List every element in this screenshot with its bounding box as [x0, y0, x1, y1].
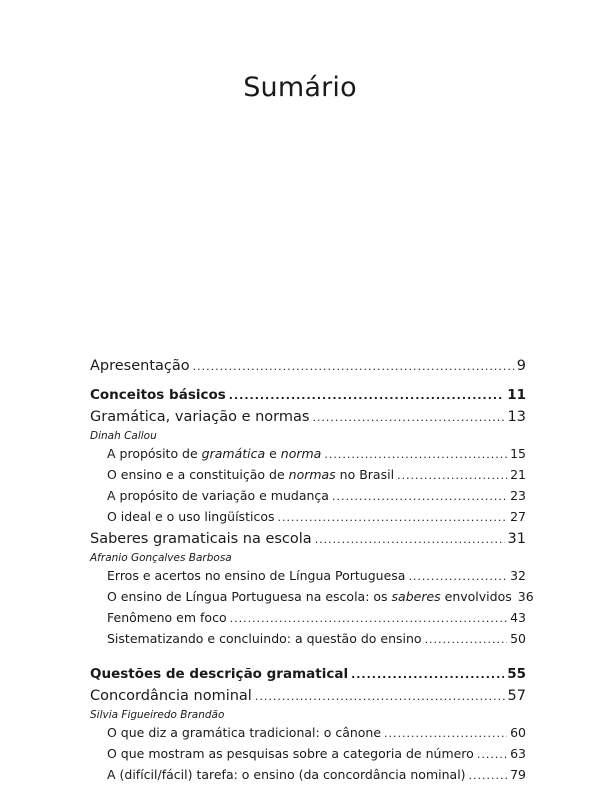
dot-leader — [425, 630, 508, 650]
toc-page-number: 13 — [507, 409, 526, 425]
toc-entry-section[interactable] — [90, 664, 526, 685]
toc-entry-title — [107, 465, 394, 485]
toc-entry-sub[interactable] — [90, 744, 526, 765]
toc-page-number: 36 — [517, 589, 534, 604]
dot-leader — [324, 445, 507, 465]
toc-entry-title: Gramática, variação e normas — [90, 409, 310, 425]
toc-title-text: O ensino e a constituição de — [107, 467, 289, 482]
toc-entry-sub[interactable] — [90, 587, 534, 608]
toc-page-number: 15 — [510, 446, 526, 461]
toc-page-number: 57 — [507, 688, 526, 704]
toc-author: Silvia Figueiredo Brandão — [90, 709, 225, 721]
toc-entry-title: Apresentação — [90, 358, 190, 374]
toc-title-italic: gramática — [201, 446, 266, 461]
toc-title-text: A propósito de — [107, 446, 202, 461]
toc-spacer — [90, 377, 526, 385]
toc-entry-title: O que diz a gramática tradicional: o cânone — [107, 725, 382, 740]
toc-page-number: 21 — [510, 467, 526, 482]
dot-leader — [397, 466, 507, 486]
dot-leader — [312, 408, 504, 428]
toc-page-number: 32 — [510, 568, 526, 583]
toc-page-number: 55 — [507, 666, 526, 682]
toc-entry-sub[interactable] — [90, 765, 526, 786]
toc-entry-title: Conceitos básicos — [90, 387, 226, 403]
toc-entry-main[interactable] — [90, 407, 526, 428]
toc-entry-sub[interactable] — [90, 608, 526, 629]
toc-entry-title: Concordância nominal — [90, 688, 252, 704]
toc-entry-title: Saberes gramaticais na escola — [90, 531, 312, 547]
toc-entry-main[interactable] — [90, 529, 526, 550]
toc-title-text: no Brasil — [335, 467, 395, 482]
toc-entry-title: O ideal e o uso lingüísticos — [107, 509, 275, 524]
toc-page-number: 31 — [507, 531, 526, 547]
dot-leader — [477, 745, 507, 765]
toc-page-number: 11 — [507, 387, 526, 403]
toc-title-text: envolvidos — [440, 589, 512, 604]
toc-author: Afranio Gonçalves Barbosa — [90, 552, 232, 564]
toc-title-italic: normas — [288, 467, 336, 482]
page-title: Sumário — [243, 72, 357, 103]
toc-title-italic: saberes — [391, 589, 441, 604]
toc-entry-sub[interactable] — [90, 444, 526, 465]
table-of-contents — [90, 355, 534, 786]
toc-entry-section[interactable] — [90, 385, 526, 406]
toc-page-number: 79 — [510, 767, 526, 782]
toc-page-number: 63 — [510, 746, 526, 761]
toc-title-italic: norma — [280, 446, 322, 461]
toc-page-number: 50 — [510, 631, 526, 646]
toc-entry-main[interactable] — [90, 686, 526, 707]
toc-entry-title — [107, 587, 512, 607]
toc-entry-sub[interactable] — [90, 566, 526, 587]
toc-entry-title: Fenômeno em foco — [107, 610, 227, 625]
dot-leader — [277, 508, 507, 528]
toc-page-number: 60 — [510, 725, 526, 740]
toc-entry-sub[interactable] — [90, 507, 526, 528]
toc-entry-title — [107, 444, 321, 464]
toc-entry-sub[interactable] — [90, 465, 526, 486]
toc-entry-title: Sistematizando e concluindo: a questão do ensino — [107, 631, 422, 646]
toc-entry-sub[interactable] — [90, 629, 526, 650]
dot-leader — [469, 766, 508, 786]
toc-page-number: 43 — [510, 610, 526, 625]
toc-title-text: O ensino de Língua Portuguesa na escola: os — [107, 589, 392, 604]
toc-title-text: e — [265, 446, 281, 461]
toc-entry-title: Questões de descrição gramatical — [90, 666, 349, 682]
toc-page-number: 27 — [510, 509, 526, 524]
dot-leader — [384, 724, 507, 744]
toc-page-number: 9 — [516, 358, 526, 374]
dot-leader — [351, 665, 504, 685]
toc-page-number: 23 — [510, 488, 526, 503]
toc-entry-sub[interactable] — [90, 723, 526, 744]
toc-author: Dinah Callou — [90, 430, 157, 442]
dot-leader — [230, 609, 508, 629]
dot-leader — [315, 530, 505, 550]
dot-leader — [193, 357, 514, 377]
dot-leader — [229, 386, 504, 406]
dot-leader — [408, 567, 507, 587]
toc-entry-title: Erros e acertos no ensino de Língua Portuguesa — [107, 568, 406, 583]
toc-entry-title: O que mostram as pesquisas sobre a categoria de número — [107, 746, 474, 761]
toc-entry-sub[interactable] — [90, 486, 526, 507]
toc-entry-title: A (difícil/fácil) tarefa: o ensino (da concordância nominal) — [107, 767, 466, 782]
toc-entry-title: A propósito de variação e mudança — [107, 488, 329, 503]
toc-entry-main[interactable] — [90, 356, 526, 377]
dot-leader — [255, 687, 505, 707]
toc-spacer — [90, 650, 526, 664]
dot-leader — [332, 487, 507, 507]
